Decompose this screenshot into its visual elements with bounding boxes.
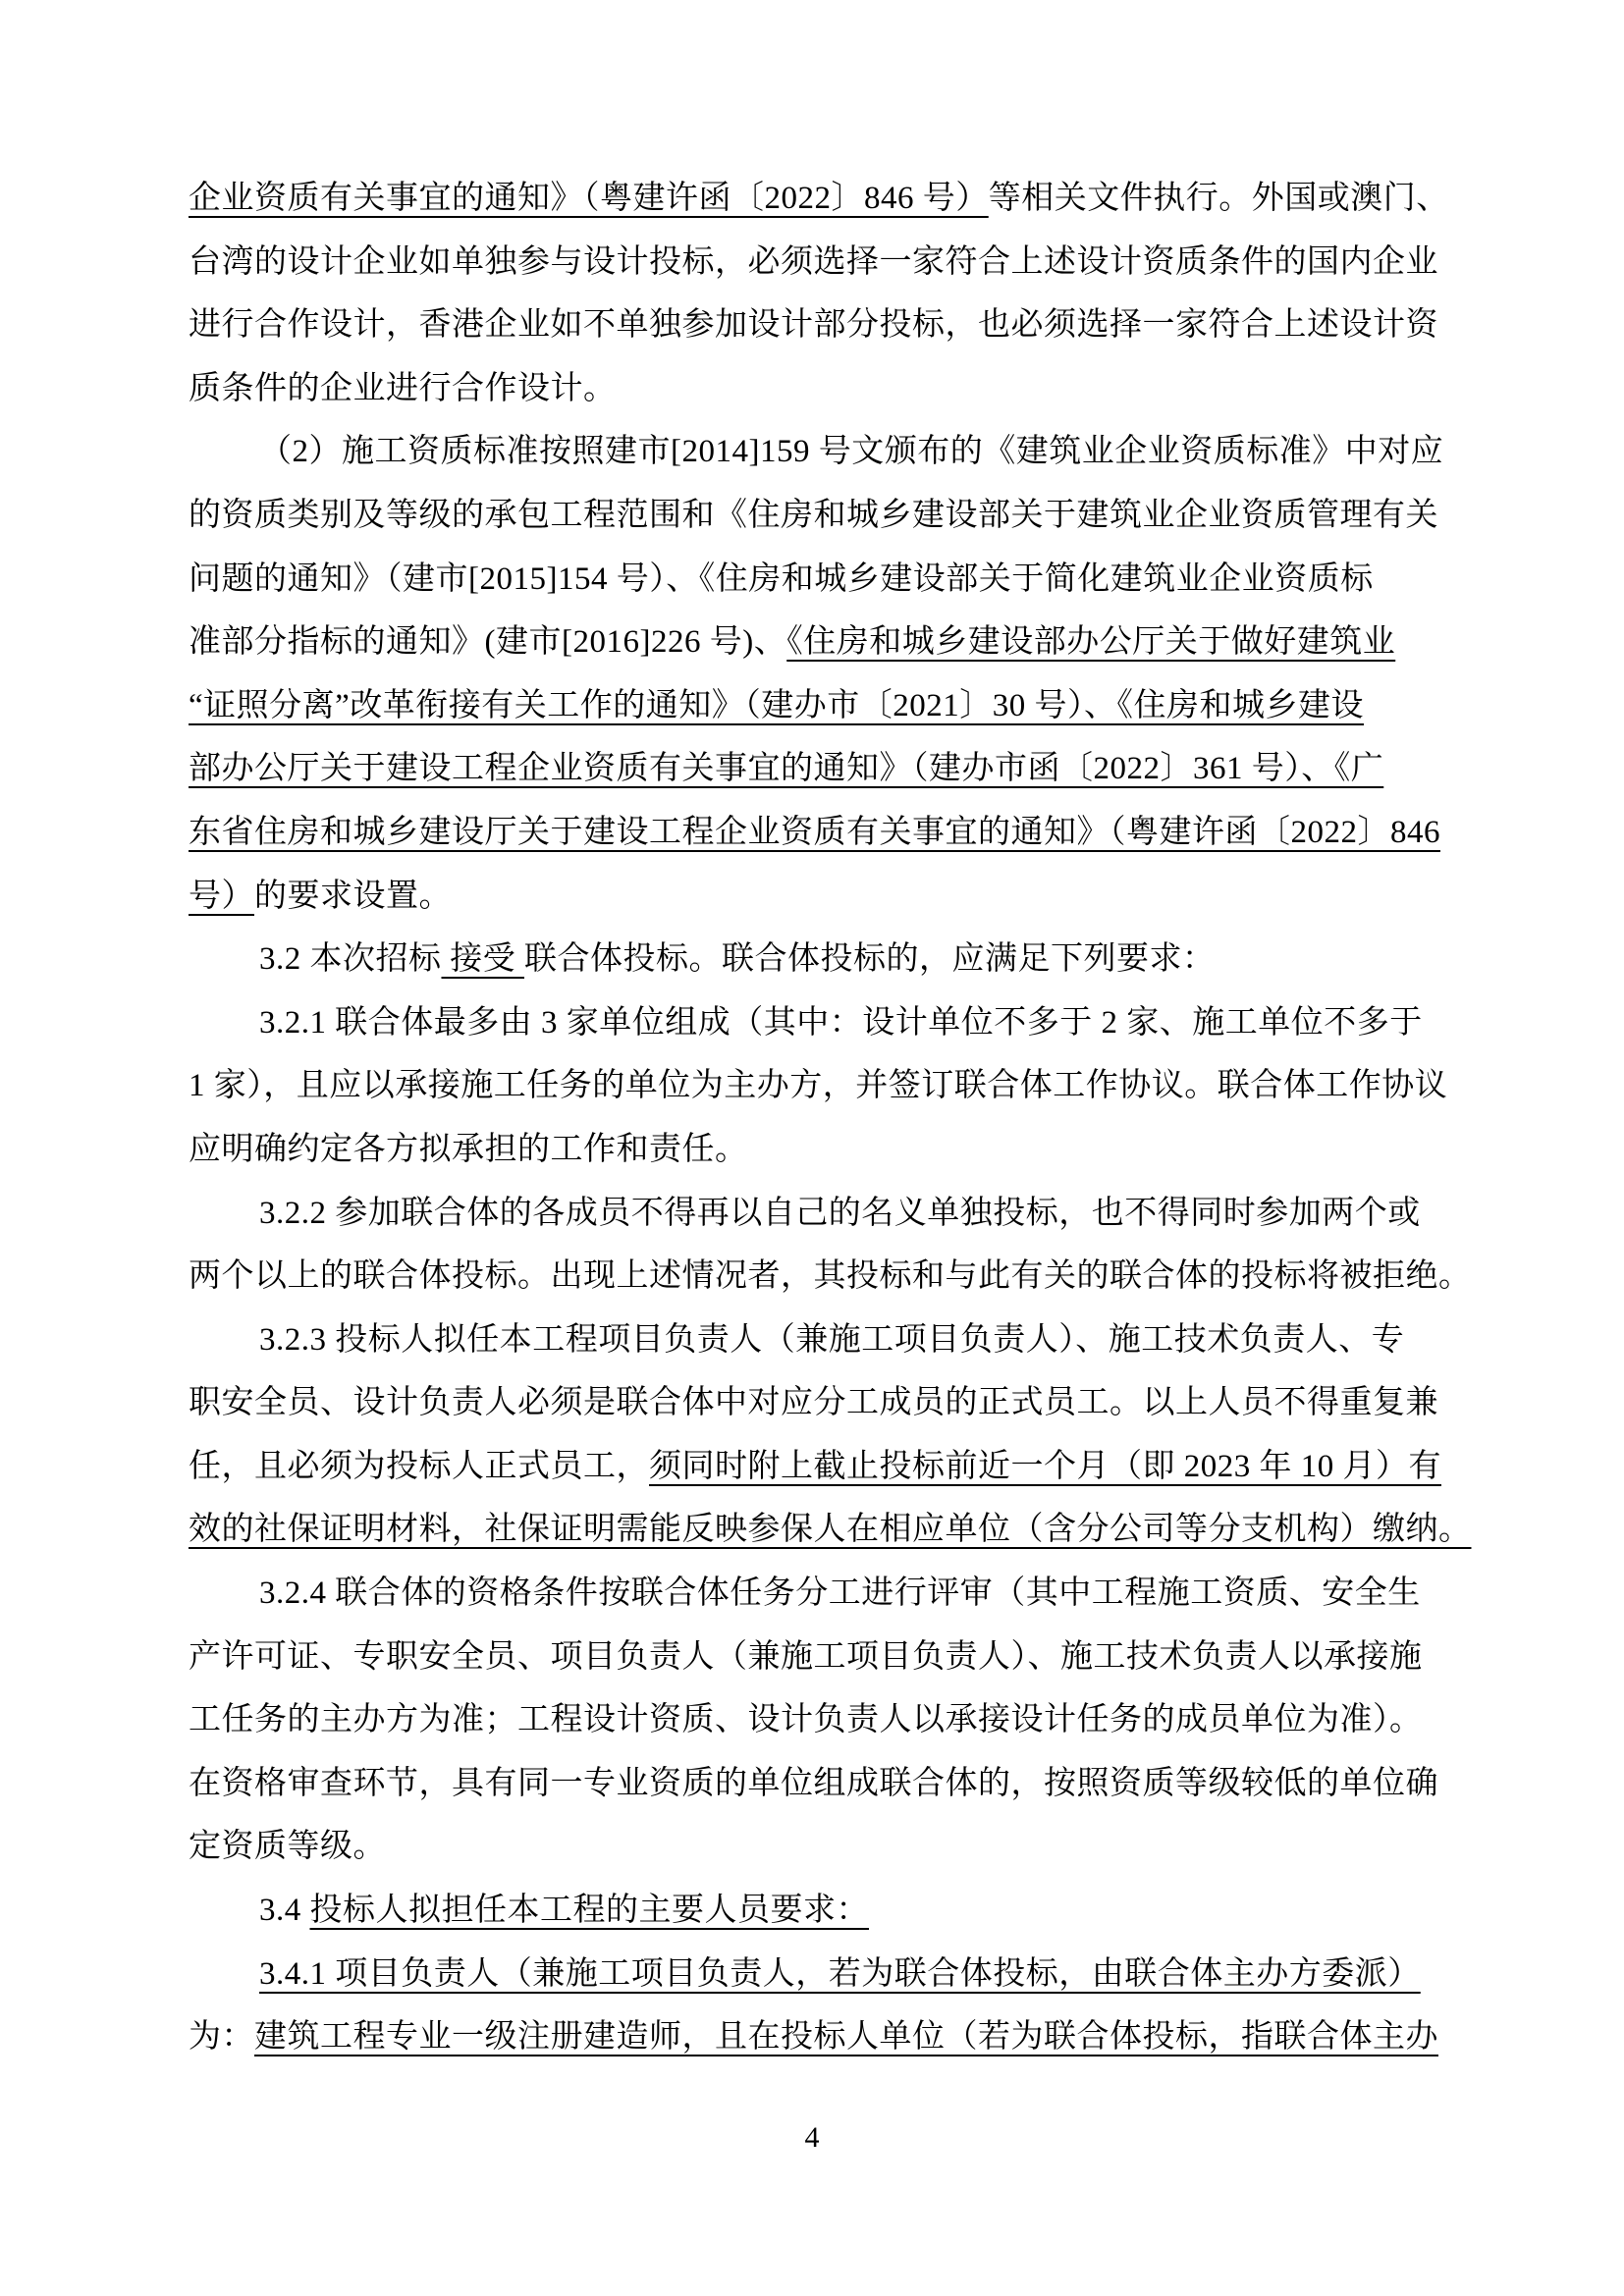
text-segment: （2）施工资质标准按照建市[2014]159 号文颁布的《建筑业企业资质标准》中对应 bbox=[259, 434, 1444, 470]
text-segment: 职安全员、设计负责人必须是联合体中对应分工成员的正式员工。以上人员不得重复兼 bbox=[189, 1385, 1438, 1421]
text-segment: 3.2.1 联合体最多由 3 家单位组成（其中：设计单位不多于 2 家、施工单位不多于 bbox=[259, 1004, 1423, 1041]
text-segment: 工任务的主办方为准；工程设计资质、设计负责人以承接设计任务的成员单位为准）。 bbox=[189, 1702, 1423, 1738]
text-line-26 bbox=[189, 1752, 1445, 1816]
text-segment: 3.4 bbox=[259, 1893, 310, 1929]
text-segment: 的资质类别及等级的承包工程范围和《住房和城乡建设部关于建筑业企业资质管理有关 bbox=[189, 497, 1438, 533]
text-segment: 应明确约定各方拟承担的工作和责任。 bbox=[189, 1131, 748, 1167]
text-segment: 3.2.2 参加联合体的各成员不得再以自己的名义单独投标，也不得同时参加两个或 bbox=[259, 1195, 1421, 1231]
underlined-text-segment: 东省住房和城乡建设厅关于建设工程企业资质有关事宜的通知》（粤建许函〔2022〕846 bbox=[189, 814, 1440, 850]
text-segment: 两个以上的联合体投标。出现上述情况者，其投标和与此有关的联合体的投标将被拒绝。 bbox=[189, 1258, 1472, 1295]
text-segment: 定资质等级。 bbox=[189, 1829, 386, 1865]
text-segment: 3.2 本次招标 bbox=[259, 941, 442, 978]
text-line-19 bbox=[189, 1308, 1445, 1372]
text-line-23 bbox=[189, 1562, 1445, 1626]
text-line-14 bbox=[189, 991, 1445, 1055]
text-line-5 bbox=[189, 420, 1445, 484]
text-line-9 bbox=[189, 674, 1445, 738]
underlined-text-segment: 须同时附上截止投标前近一个月（即 2023 年 10 月）有 bbox=[649, 1448, 1441, 1484]
underlined-text-segment: “证照分离”改革衔接有关工作的通知》（建办市〔2021〕30 号）、《住房和城乡建设 bbox=[189, 687, 1365, 723]
text-line-22 bbox=[189, 1498, 1472, 1562]
text-segment: 为： bbox=[189, 2019, 254, 2056]
text-segment: 进行合作设计，香港企业如不单独参加设计部分投标，也必须选择一家符合上述设计资 bbox=[189, 307, 1438, 344]
underlined-text-segment: 部办公厅关于建设工程企业资质有关事宜的通知》（建办市函〔2022〕361 号）、《广 bbox=[189, 751, 1384, 787]
text-line-2 bbox=[189, 231, 1445, 294]
text-line-29 bbox=[189, 1943, 1445, 2006]
text-segment: 台湾的设计企业如单独参与设计投标，必须选择一家符合上述设计资质条件的国内企业 bbox=[189, 243, 1438, 280]
text-line-15 bbox=[189, 1054, 1448, 1118]
underlined-text-segment: 《住房和城乡建设部办公厅关于做好建筑业 bbox=[786, 624, 1396, 661]
text-segment: 问题的通知》（建市[2015]154 号）、《住房和城乡建设部关于简化建筑业企业资质标 bbox=[189, 561, 1374, 597]
text-segment: 3.2.4 联合体的资格条件按联合体任务分工进行评审（其中工程施工资质、安全生 bbox=[259, 1575, 1421, 1612]
underlined-text-segment: 企业资质有关事宜的通知》（粤建许函〔2022〕846 号） bbox=[189, 181, 989, 216]
text-line-7 bbox=[189, 548, 1445, 612]
text-line-3 bbox=[189, 294, 1445, 357]
text-segment: 等相关文件执行。外国或澳门、 bbox=[988, 181, 1449, 216]
text-line-8 bbox=[189, 611, 1445, 674]
text-segment: 准部分指标的通知》(建市[2016]226 号)、 bbox=[189, 624, 787, 661]
underlined-text-segment: 效的社保证明材料，社保证明需能反映参保人在相应单位（含分公司等分支机构）缴纳。 bbox=[189, 1512, 1472, 1548]
page-number: 4 bbox=[804, 2121, 820, 2154]
document-body bbox=[189, 167, 1472, 2069]
text-segment: 联合体投标。联合体投标的，应满足下列要求： bbox=[524, 941, 1216, 978]
text-line-27 bbox=[189, 1815, 1445, 1879]
text-line-18 bbox=[189, 1245, 1472, 1308]
text-segment: 任，且必须为投标人正式员工， bbox=[189, 1448, 649, 1484]
underlined-text-segment: 投标人拟担任本工程的主要人员要求： bbox=[309, 1893, 869, 1929]
text-line-24 bbox=[189, 1626, 1445, 1689]
text-segment: 质条件的企业进行合作设计。 bbox=[189, 370, 617, 406]
text-segment: 1 家），且应以承接施工任务的单位为主办方，并签订联合体工作协议。联合体工作协议 bbox=[189, 1068, 1448, 1104]
text-line-13 bbox=[189, 928, 1445, 991]
text-line-21 bbox=[189, 1435, 1445, 1499]
text-line-12 bbox=[189, 865, 1445, 929]
text-line-10 bbox=[189, 737, 1445, 801]
underlined-text-segment: 接受 bbox=[441, 941, 524, 978]
text-line-30 bbox=[189, 2005, 1445, 2069]
underlined-text-segment: 号） bbox=[189, 878, 254, 914]
text-line-25 bbox=[189, 1688, 1445, 1752]
text-segment: 在资格审查环节，具有同一专业资质的单位组成联合体的，按照资质等级较低的单位确 bbox=[189, 1765, 1438, 1801]
text-line-17 bbox=[189, 1182, 1445, 1246]
text-line-4 bbox=[189, 357, 1445, 421]
text-segment: 产许可证、专职安全员、项目负责人（兼施工项目负责人）、施工技术负责人以承接施 bbox=[189, 1638, 1423, 1675]
text-segment: 的要求设置。 bbox=[254, 878, 452, 914]
text-segment: 3.2.3 投标人拟任本工程项目负责人（兼施工项目负责人）、施工技术负责人、专 bbox=[259, 1321, 1405, 1358]
text-line-6 bbox=[189, 484, 1445, 548]
text-line-1 bbox=[189, 167, 1449, 231]
text-line-16 bbox=[189, 1118, 1445, 1182]
text-line-28 bbox=[189, 1879, 1445, 1943]
text-line-20 bbox=[189, 1371, 1445, 1435]
underlined-text-segment: 建筑工程专业一级注册建造师，且在投标人单位（若为联合体投标，指联合体主办 bbox=[254, 2019, 1438, 2056]
underlined-text-segment: 3.4.1 项目负责人（兼施工项目负责人，若为联合体投标，由联合体主办方委派） bbox=[259, 1955, 1421, 1992]
text-line-11 bbox=[189, 801, 1445, 865]
